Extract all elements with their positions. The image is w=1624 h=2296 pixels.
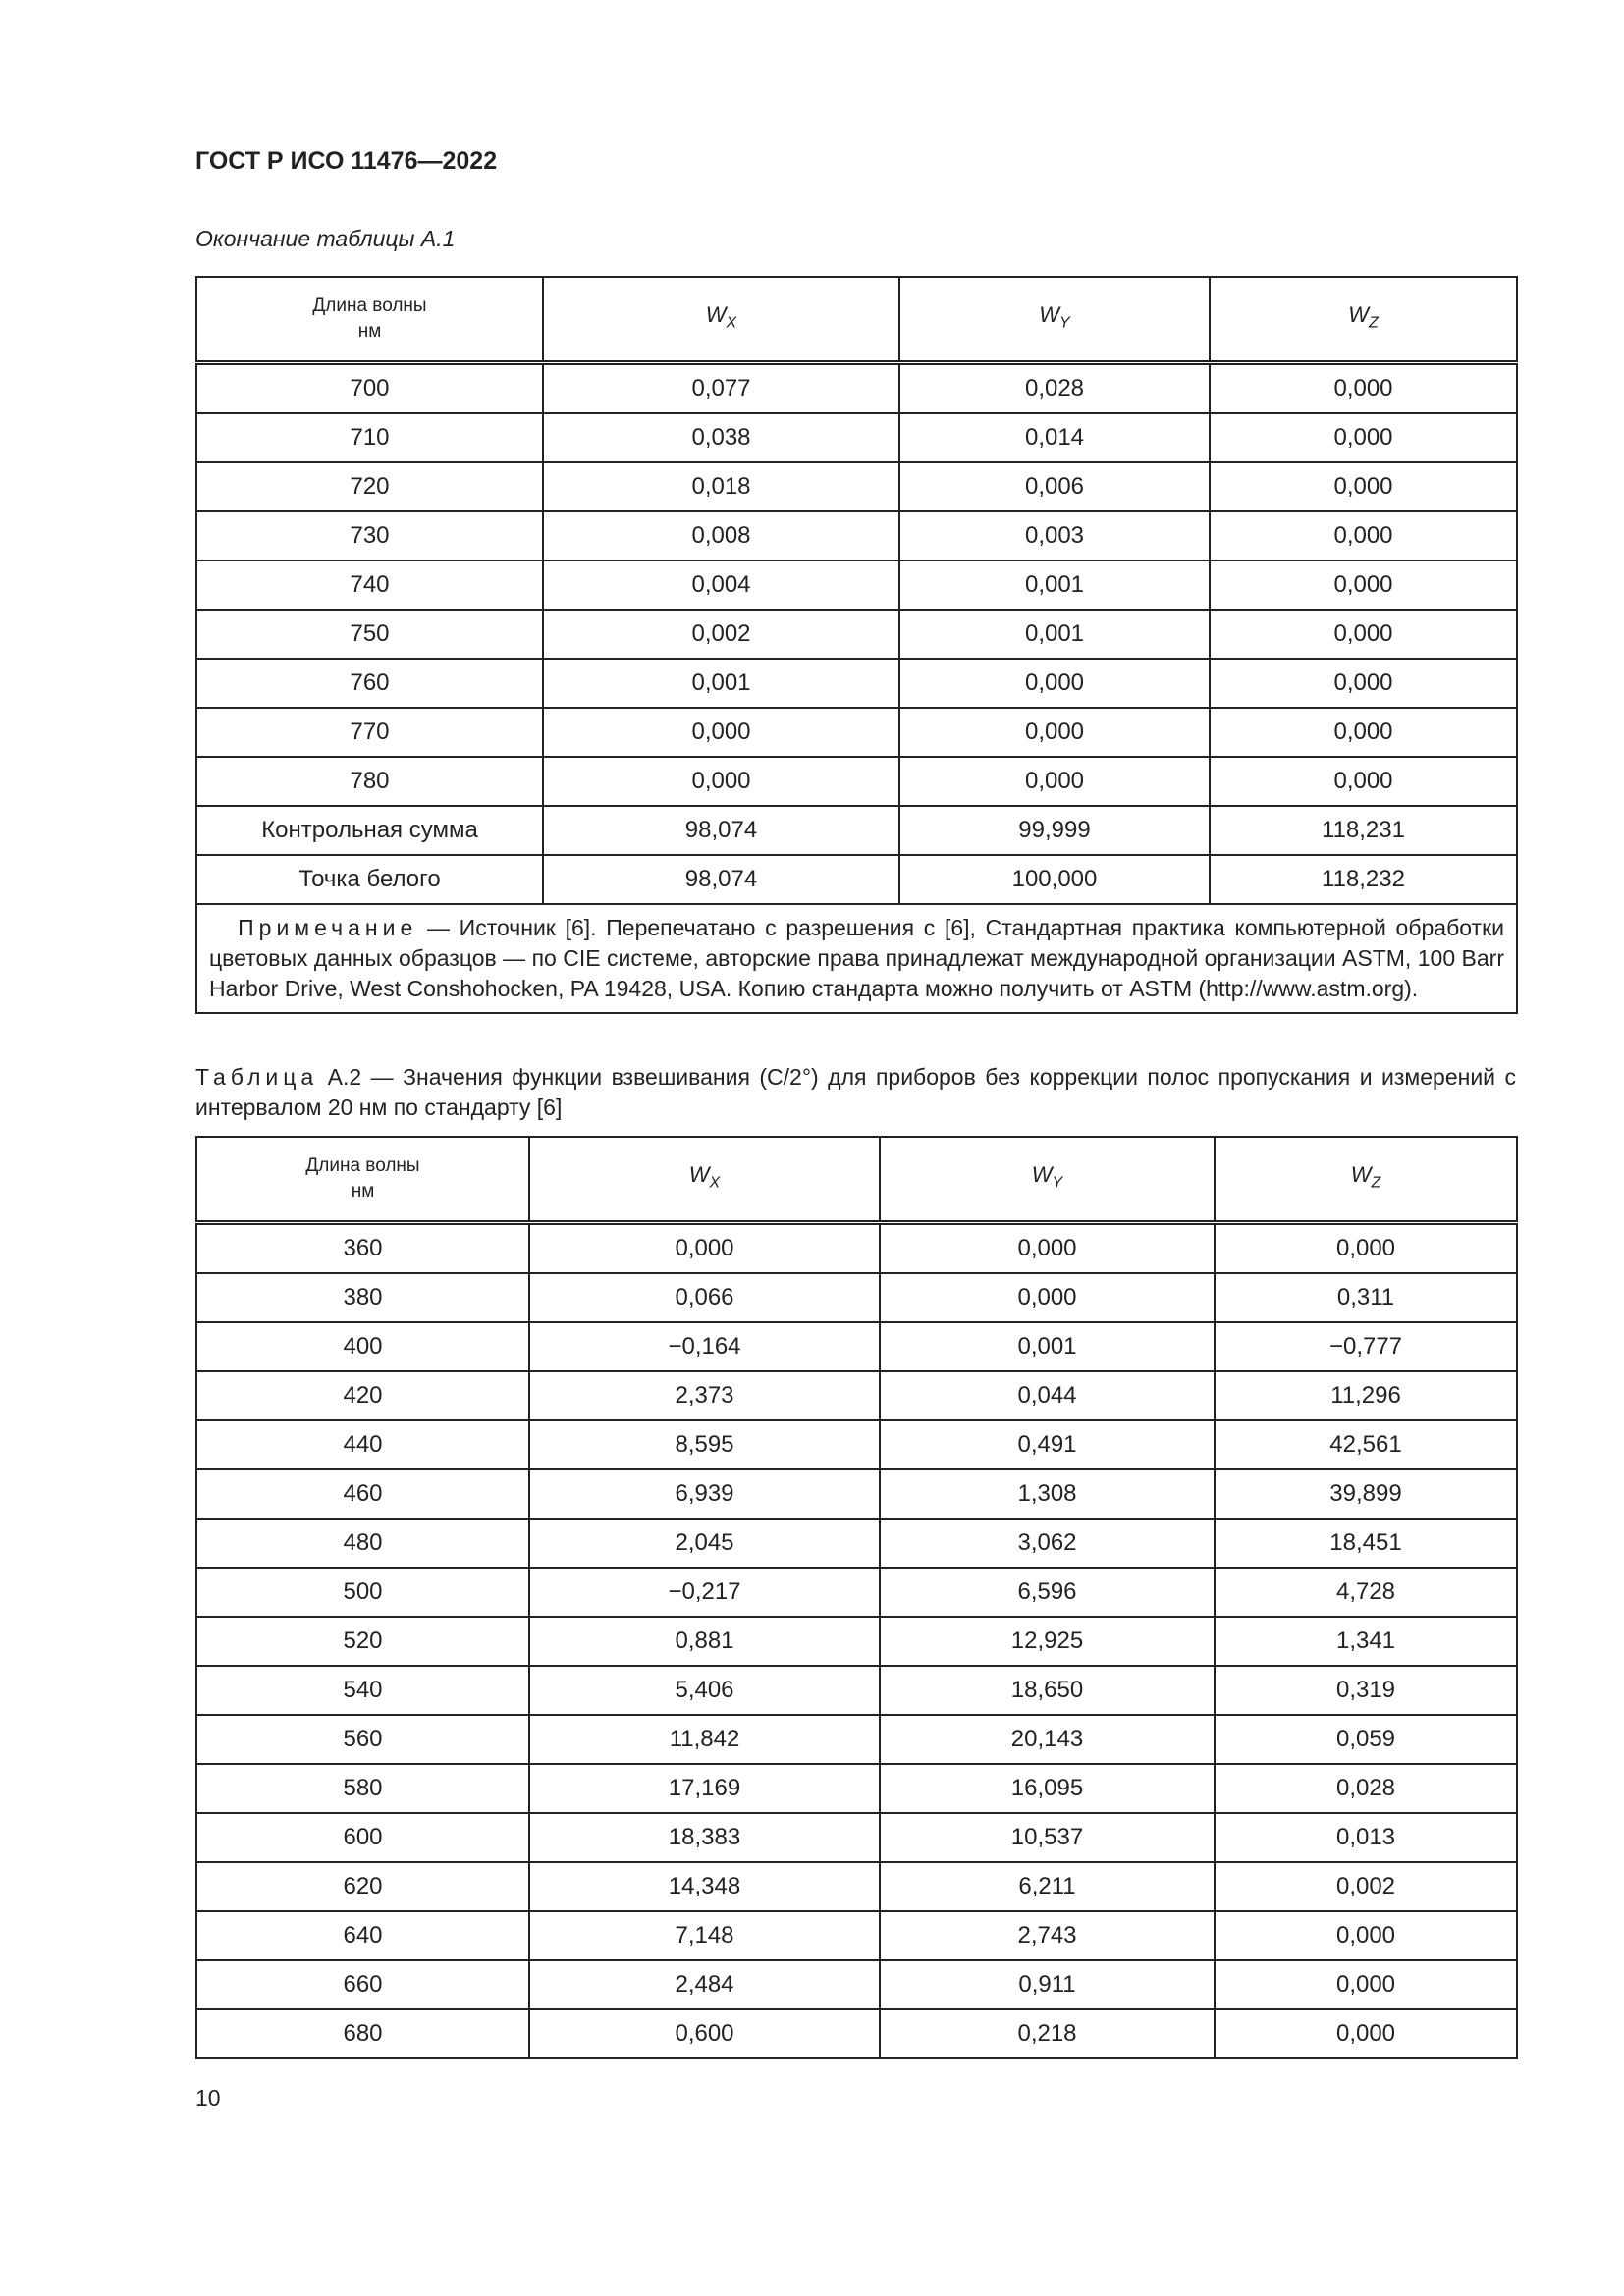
header-symbol: W <box>1031 1161 1053 1187</box>
table-header-row <box>196 1137 1517 1223</box>
table-cell: 740 <box>196 561 543 610</box>
header-wx <box>529 1137 880 1223</box>
table-row <box>196 1813 1517 1862</box>
caption-text: А.2 — Значения функции взвешивания (С/2°) для приборов без коррекции полос пропускания и измерений с интервалом 20 нм по стандарту [6] <box>195 1064 1516 1120</box>
table-row <box>196 1273 1517 1322</box>
table-cell: 400 <box>196 1322 529 1371</box>
table-cell: 18,383 <box>529 1813 880 1862</box>
table-cell: 640 <box>196 1911 529 1960</box>
table-cell: 11,842 <box>529 1715 880 1764</box>
header-wy <box>880 1137 1215 1223</box>
note-text: — Источник [6]. Перепечатано с разрешения с [6], Стандартная практика компьютерной обработки цветовых данных образцов — по CIE системе, авторские права принадлежат международной организации ASTM, 100 Barr Harbor Drive, West Conshohocken, PA 19428, USA. Копию стандарта можно получить от ASTM (http://www.astm.org). <box>209 915 1504 1001</box>
table-cell: 18,650 <box>880 1666 1215 1715</box>
table-cell: 0,028 <box>1215 1764 1517 1813</box>
table-cell: 8,595 <box>529 1420 880 1469</box>
table-cell: 0,000 <box>899 659 1210 708</box>
note-label: Примечание <box>238 915 418 940</box>
table-cell: 0,077 <box>543 363 899 414</box>
table-cell: 0,038 <box>543 413 899 462</box>
table-cell: 720 <box>196 462 543 511</box>
table-cell: 16,095 <box>880 1764 1215 1813</box>
table-cell: 0,600 <box>529 2009 880 2058</box>
table-cell: 6,596 <box>880 1568 1215 1617</box>
table-cell: 100,000 <box>899 855 1210 904</box>
table-cell: 750 <box>196 610 543 659</box>
table-cell: 0,001 <box>880 1322 1215 1371</box>
table-cell: 0,000 <box>1210 462 1517 511</box>
table-row <box>196 2009 1517 2058</box>
table-row <box>196 1420 1517 1469</box>
table-cell: 0,066 <box>529 1273 880 1322</box>
table-cell: 2,373 <box>529 1371 880 1420</box>
table-cell: 0,000 <box>880 1223 1215 1274</box>
table-cell: 0,000 <box>1215 1960 1517 2009</box>
table-cell: 10,537 <box>880 1813 1215 1862</box>
header-wz <box>1210 277 1517 363</box>
table-cell: 0,059 <box>1215 1715 1517 1764</box>
table-cell: 0,000 <box>1210 757 1517 806</box>
table-note <box>196 904 1517 1013</box>
table-cell: 20,143 <box>880 1715 1215 1764</box>
table-cell: 2,045 <box>529 1519 880 1568</box>
table-cell: 770 <box>196 708 543 757</box>
table-cell: 0,001 <box>543 659 899 708</box>
table-cell: −0,217 <box>529 1568 880 1617</box>
table-cell: 440 <box>196 1420 529 1469</box>
table-row <box>196 363 1517 414</box>
table-row <box>196 659 1517 708</box>
table-row <box>196 561 1517 610</box>
table-cell: 0,000 <box>1210 610 1517 659</box>
table-row <box>196 757 1517 806</box>
header-symbol: W <box>1348 301 1369 327</box>
table-cell: 4,728 <box>1215 1568 1517 1617</box>
table-cell: 0,000 <box>543 757 899 806</box>
table-cell: 0,044 <box>880 1371 1215 1420</box>
table-cell: 0,000 <box>1210 659 1517 708</box>
table-cell: 760 <box>196 659 543 708</box>
header-symbol: W <box>1350 1161 1372 1187</box>
table-cell: 0,911 <box>880 1960 1215 2009</box>
caption-label: Таблица <box>195 1064 319 1090</box>
table-cell: 1,308 <box>880 1469 1215 1519</box>
table-cell: 0,006 <box>899 462 1210 511</box>
table-cell: 660 <box>196 1960 529 2009</box>
table-cell: 98,074 <box>543 806 899 855</box>
table-cell: 520 <box>196 1617 529 1666</box>
table-cell: 540 <box>196 1666 529 1715</box>
table-cell: 710 <box>196 413 543 462</box>
table-cell: 6,211 <box>880 1862 1215 1911</box>
header-wz <box>1215 1137 1517 1223</box>
table-cell: 2,743 <box>880 1911 1215 1960</box>
table-cell: Контрольная сумма <box>196 806 543 855</box>
table-cell: 0,218 <box>880 2009 1215 2058</box>
table-cell: 0,001 <box>899 561 1210 610</box>
table-cell: 0,000 <box>1210 561 1517 610</box>
table-cell: 0,000 <box>1210 511 1517 561</box>
table-row <box>196 1715 1517 1764</box>
table-cell: 0,881 <box>529 1617 880 1666</box>
table-cell: 0,311 <box>1215 1273 1517 1322</box>
table-continuation-label: Окончание таблицы А.1 <box>195 226 456 251</box>
table-cell: 700 <box>196 363 543 414</box>
table-cell: 0,018 <box>543 462 899 511</box>
table-cell: Точка белого <box>196 855 543 904</box>
page-number: 10 <box>195 2085 221 2110</box>
table-cell: 17,169 <box>529 1764 880 1813</box>
header-unit: нм <box>351 1181 375 1201</box>
table-header-row <box>196 277 1517 363</box>
table-cell: 0,000 <box>1215 2009 1517 2058</box>
table-cell: 39,899 <box>1215 1469 1517 1519</box>
table-cell: 0,000 <box>529 1223 880 1274</box>
table-cell: 0,000 <box>1210 708 1517 757</box>
table-cell: 0,002 <box>1215 1862 1517 1911</box>
header-wavelength <box>196 277 543 363</box>
header-wx <box>543 277 899 363</box>
header-subscript: Z <box>1368 314 1379 332</box>
table-cell: 99,999 <box>899 806 1210 855</box>
header-subscript: X <box>709 1174 721 1192</box>
table-row <box>196 1568 1517 1617</box>
table-cell: 3,062 <box>880 1519 1215 1568</box>
header-subscript: Y <box>1059 314 1070 332</box>
table-cell: 500 <box>196 1568 529 1617</box>
table-cell: 0,000 <box>899 708 1210 757</box>
table-cell: 11,296 <box>1215 1371 1517 1420</box>
table-cell: 0,014 <box>899 413 1210 462</box>
table-cell: 0,000 <box>880 1273 1215 1322</box>
table-row <box>196 1666 1517 1715</box>
table-cell: 0,000 <box>543 708 899 757</box>
table-row <box>196 1911 1517 1960</box>
header-wavelength <box>196 1137 529 1223</box>
header-text: Длина волны <box>312 295 427 316</box>
table-cell: 0,001 <box>899 610 1210 659</box>
table-cell: 0,003 <box>899 511 1210 561</box>
table-cell: 560 <box>196 1715 529 1764</box>
table-cell: 6,939 <box>529 1469 880 1519</box>
table-cell: 380 <box>196 1273 529 1322</box>
table-row <box>196 1469 1517 1519</box>
table-row <box>196 855 1517 904</box>
table-row <box>196 1322 1517 1371</box>
table-cell: 0,000 <box>1215 1223 1517 1274</box>
table-cell: 42,561 <box>1215 1420 1517 1469</box>
table-cell: −0,777 <box>1215 1322 1517 1371</box>
table-cell: 0,008 <box>543 511 899 561</box>
table-cell: 0,002 <box>543 610 899 659</box>
table-row <box>196 1862 1517 1911</box>
table-row <box>196 1371 1517 1420</box>
table-a2 <box>195 1136 1518 2059</box>
header-subscript: X <box>726 314 737 332</box>
table-row <box>196 1960 1517 2009</box>
table-row <box>196 413 1517 462</box>
table-cell: 0,319 <box>1215 1666 1517 1715</box>
table-cell: 580 <box>196 1764 529 1813</box>
table-row <box>196 1519 1517 1568</box>
table-cell: 0,000 <box>1210 363 1517 414</box>
header-symbol: W <box>688 1161 710 1187</box>
document-title: ГОСТ Р ИСО 11476—2022 <box>195 147 498 175</box>
table-row <box>196 1223 1517 1274</box>
table-cell: 0,028 <box>899 363 1210 414</box>
header-subscript: Z <box>1371 1174 1381 1192</box>
table-cell: 0,000 <box>1210 413 1517 462</box>
table-cell: 420 <box>196 1371 529 1420</box>
header-subscript: Y <box>1052 1174 1063 1192</box>
table-a1-end <box>195 276 1518 1014</box>
table-cell: 360 <box>196 1223 529 1274</box>
table-cell: 480 <box>196 1519 529 1568</box>
table-cell: 730 <box>196 511 543 561</box>
table-note-row <box>196 904 1517 1013</box>
table-cell: 118,232 <box>1210 855 1517 904</box>
header-symbol: W <box>705 301 727 327</box>
table-cell: 0,000 <box>899 757 1210 806</box>
table-cell: 14,348 <box>529 1862 880 1911</box>
table-row <box>196 511 1517 561</box>
table-cell: 98,074 <box>543 855 899 904</box>
table-cell: 620 <box>196 1862 529 1911</box>
table-cell: 5,406 <box>529 1666 880 1715</box>
table-row <box>196 1764 1517 1813</box>
table-cell: 12,925 <box>880 1617 1215 1666</box>
header-symbol: W <box>1039 301 1060 327</box>
header-wy <box>899 277 1210 363</box>
table-cell: 680 <box>196 2009 529 2058</box>
table-cell: 780 <box>196 757 543 806</box>
table-cell: 18,451 <box>1215 1519 1517 1568</box>
table-cell: 2,484 <box>529 1960 880 2009</box>
table-cell: 0,000 <box>1215 1911 1517 1960</box>
table-row <box>196 708 1517 757</box>
table-cell: 118,231 <box>1210 806 1517 855</box>
table-row <box>196 806 1517 855</box>
table-row <box>196 462 1517 511</box>
table-row <box>196 610 1517 659</box>
header-text: Длина волны <box>305 1155 420 1176</box>
table-cell: −0,164 <box>529 1322 880 1371</box>
table-cell: 0,004 <box>543 561 899 610</box>
table-row <box>196 1617 1517 1666</box>
header-unit: нм <box>357 321 382 342</box>
table-a2-caption <box>195 1062 1516 1123</box>
table-cell: 600 <box>196 1813 529 1862</box>
table-cell: 460 <box>196 1469 529 1519</box>
table-cell: 0,491 <box>880 1420 1215 1469</box>
table-cell: 0,013 <box>1215 1813 1517 1862</box>
table-cell: 7,148 <box>529 1911 880 1960</box>
table-cell: 1,341 <box>1215 1617 1517 1666</box>
